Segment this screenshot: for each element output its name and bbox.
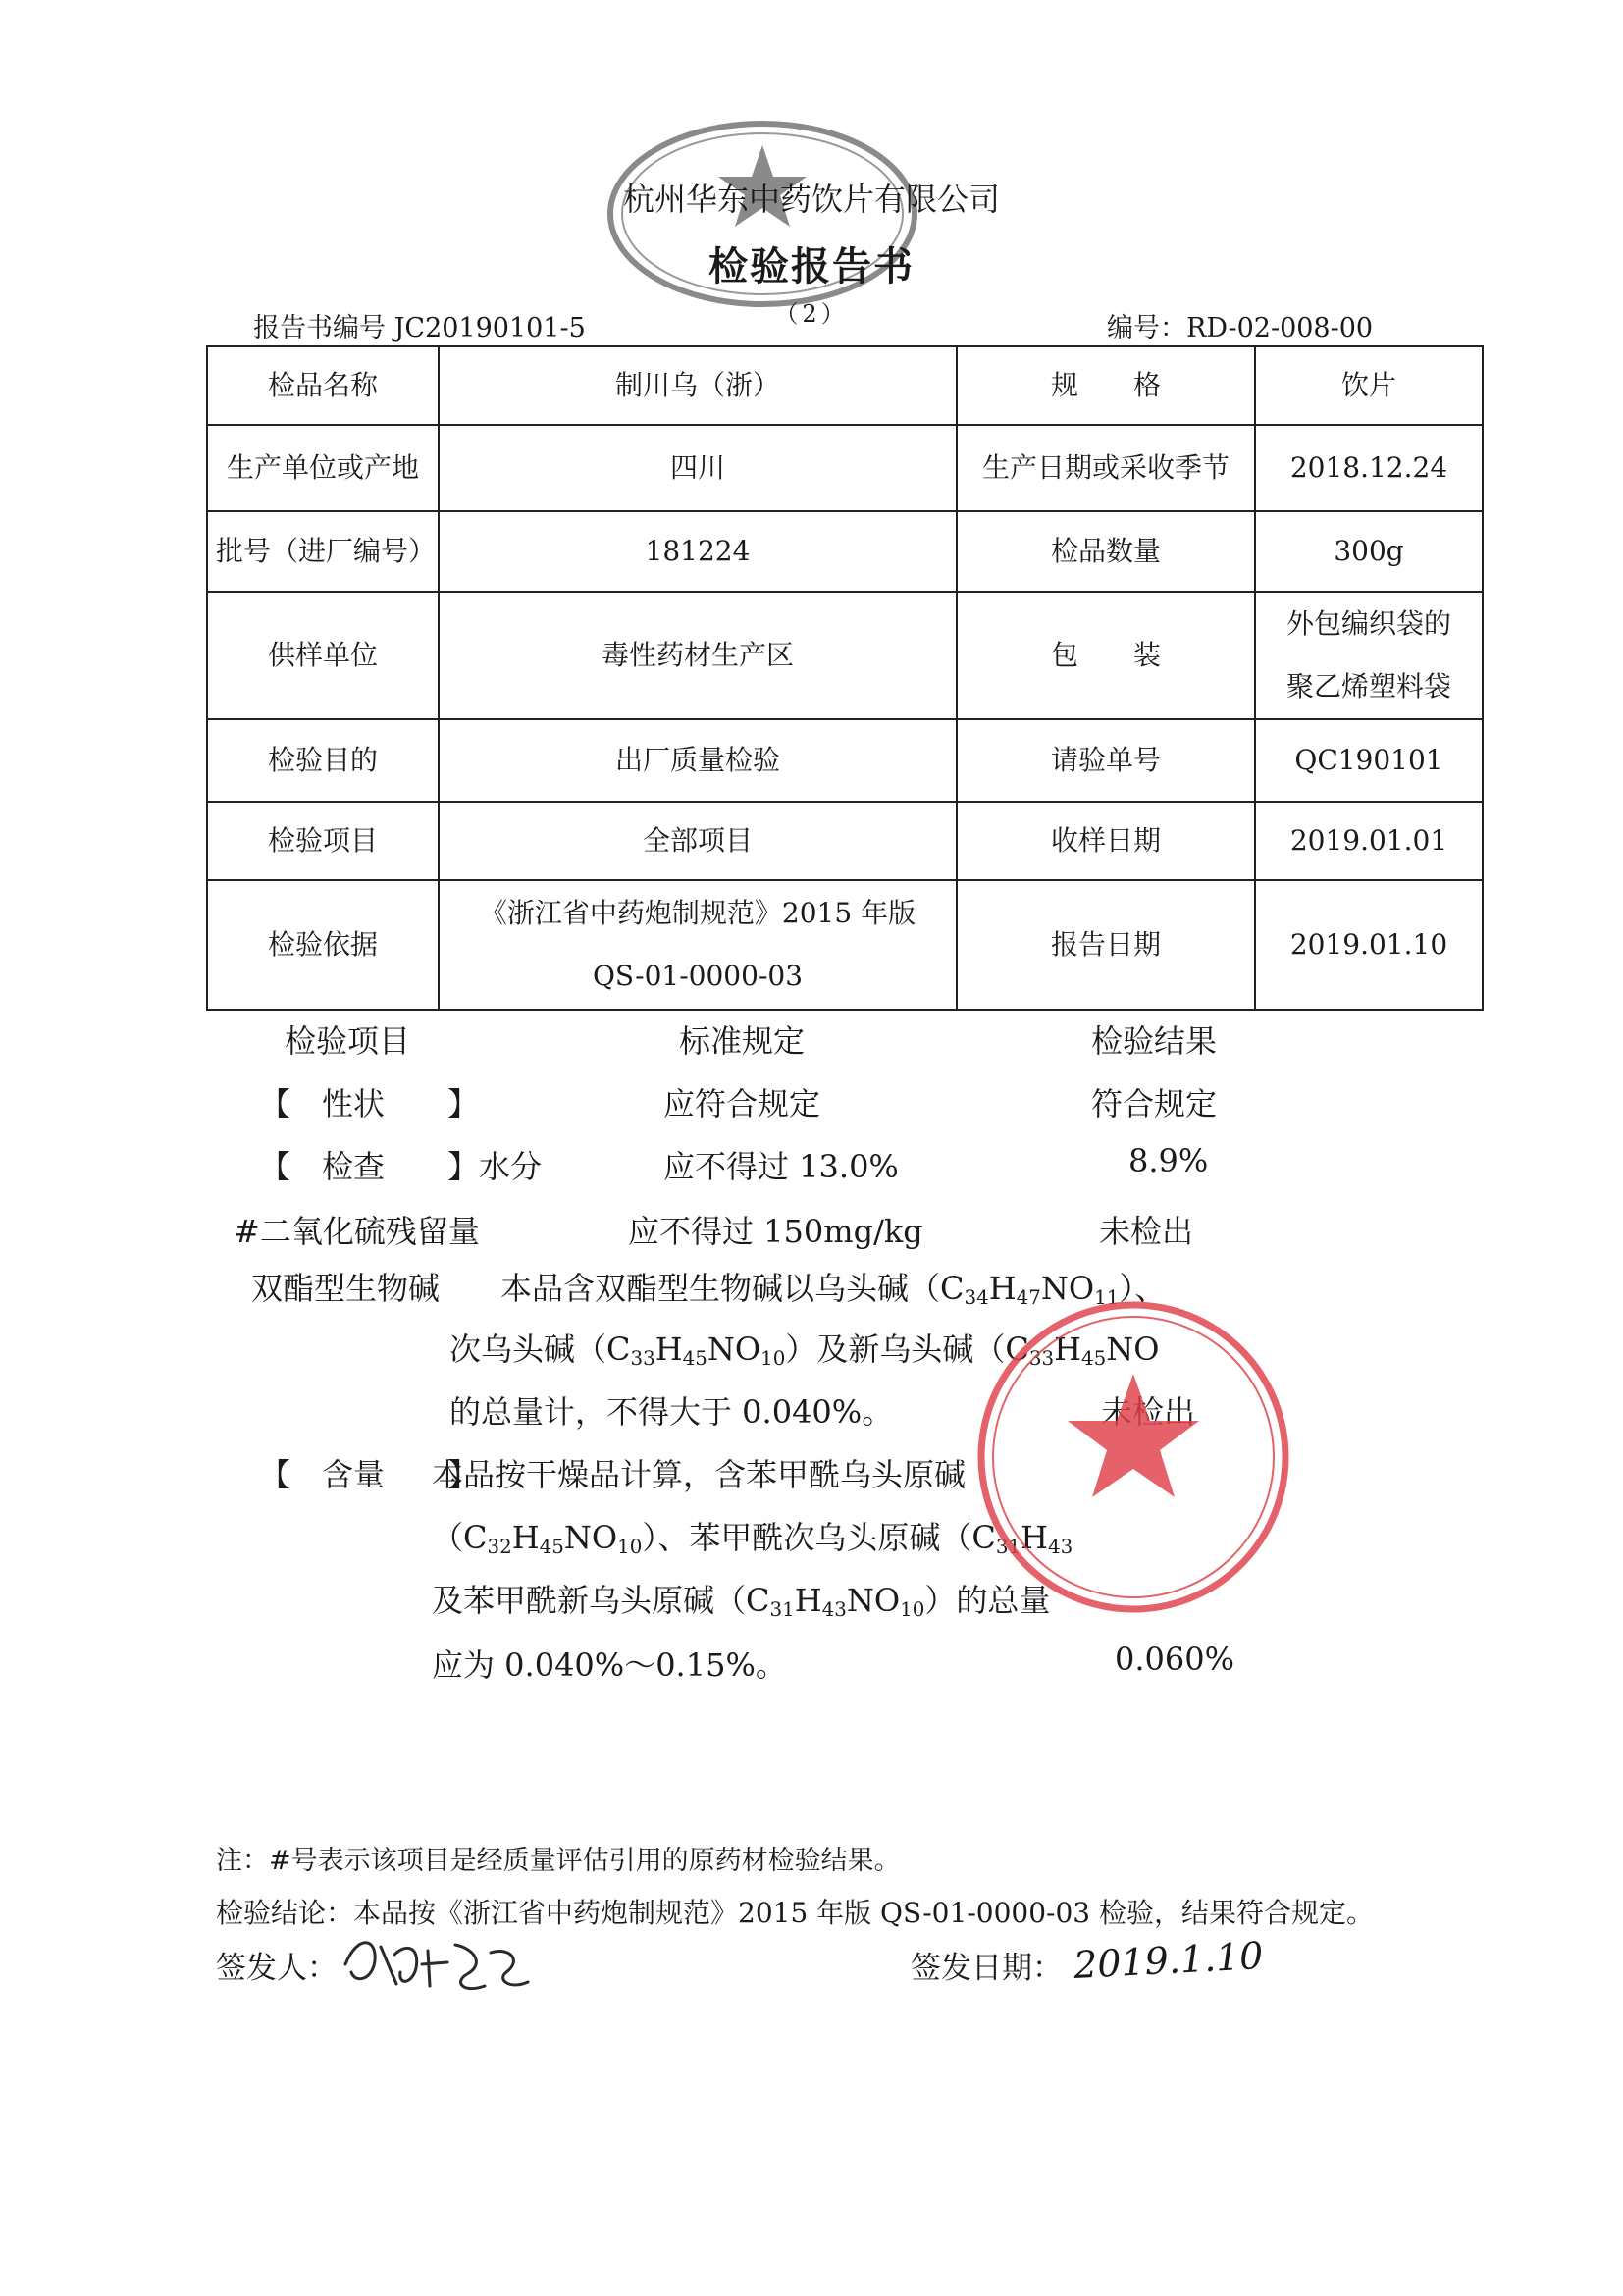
so2-label: #二氧化硫残留量 — [234, 1213, 480, 1250]
content-result: 0.060% — [1115, 1641, 1235, 1678]
package-line-1: 外包编织袋的 — [1285, 607, 1451, 640]
label-sample-name: 检品名称 — [207, 346, 439, 425]
value-test-items: 全部项目 — [439, 802, 957, 880]
label-origin: 生产单位或产地 — [207, 425, 439, 511]
moisture-standard: 应不得过 13.0% — [663, 1148, 899, 1185]
form-number: 编号：RD-02-008-00 — [1107, 313, 1374, 343]
label-received-date: 收样日期 — [957, 802, 1255, 880]
report-number: 报告书编号 JC20190101-5 — [253, 313, 586, 343]
label-supplier: 供样单位 — [207, 592, 439, 719]
issue-date-handwritten: 2019.1.10 — [1072, 1933, 1265, 1988]
so2-standard: 应不得过 150mg/kg — [628, 1213, 923, 1250]
value-report-date: 2019.01.10 — [1255, 880, 1483, 1010]
label-basis: 检验依据 — [207, 880, 439, 1010]
label-production-date: 生产日期或采收季节 — [957, 425, 1255, 511]
value-basis — [439, 880, 957, 1010]
content-line-4: 应为 0.040%～0.15%。 — [432, 1646, 787, 1684]
quality-management-seal — [971, 1295, 1295, 1619]
value-origin: 四川 — [439, 425, 957, 511]
value-batch: 181224 — [439, 511, 957, 592]
value-sample-name: 制川乌（浙） — [439, 346, 957, 425]
character-result: 符合规定 — [1091, 1085, 1218, 1122]
note: 注：#号表示该项目是经质量评估引用的原药材检验结果。 — [216, 1846, 901, 1876]
conclusion: 检验结论：本品按《浙江省中药炮制规范》2015 年版 QS-01-0000-03 检验，结果符合规定。 — [216, 1897, 1375, 1929]
diester-line-3: 的总量计，不得大于 0.040%。 — [449, 1393, 894, 1431]
value-supplier: 毒性药材生产区 — [439, 592, 957, 719]
basis-line-2: QS-01-0000-03 — [592, 960, 804, 992]
content-label: 【 含量 】 — [259, 1456, 480, 1493]
basis-line-1: 《浙江省中药炮制规范》2015 年版 — [479, 897, 916, 929]
issuer-signature — [338, 1925, 534, 2004]
label-batch: 批号（进厂编号） — [207, 511, 439, 592]
diester-line-1: 本品含双酯型生物碱以乌头碱$(C_{34}H_{47}NO_{11})$、 — [500, 1270, 1167, 1309]
label-test-items: 检验项目 — [207, 802, 439, 880]
diester-result: 未检出 — [1101, 1393, 1196, 1431]
label-request-number: 请验单号 — [957, 719, 1255, 802]
content-line-2: $(C_{32}H_{45}NO_{10})$、苯甲酰次乌头原碱（$C_{31}H_{43}$ — [432, 1519, 1073, 1558]
character-standard: 应符合规定 — [663, 1085, 821, 1122]
column-header-standard: 标准规定 — [679, 1022, 806, 1060]
label-quantity: 检品数量 — [957, 511, 1255, 592]
issue-date-label: 签发日期： — [911, 1951, 1063, 1986]
value-purpose: 出厂质量检验 — [439, 719, 957, 802]
value-package — [1255, 592, 1483, 719]
package-line-2: 聚乙烯塑料袋 — [1285, 670, 1451, 703]
so2-result: 未检出 — [1099, 1213, 1194, 1250]
diester-alkaloid-label: 双酯型生物碱 — [251, 1270, 441, 1307]
document-title: 检验报告书 — [708, 243, 915, 289]
value-quantity: 300g — [1255, 511, 1483, 592]
label-purpose: 检验目的 — [207, 719, 439, 802]
label-package: 包 装 — [957, 592, 1255, 719]
column-header-item: 检验项目 — [285, 1022, 411, 1060]
value-production-date: 2018.12.24 — [1255, 425, 1483, 511]
moisture-result: 8.9% — [1128, 1142, 1209, 1179]
sample-info-table — [206, 345, 1484, 1011]
column-header-result: 检验结果 — [1091, 1022, 1218, 1060]
label-report-date: 报告日期 — [957, 880, 1255, 1010]
issuer-label: 签发人： — [216, 1951, 338, 1986]
character-label: 【 性状 】 — [259, 1085, 480, 1122]
content-line-1: 本品按干燥品计算，含苯甲酰乌头原碱 — [432, 1456, 967, 1493]
diester-line-2: 次乌头碱$(C_{33}H_{45}NO_{10})$及新乌头碱（$C_{33}H_{45}NO$ — [449, 1331, 1160, 1370]
value-spec: 饮片 — [1255, 346, 1483, 425]
copy-number: （2） — [774, 300, 849, 328]
value-request-number: QC190101 — [1255, 719, 1483, 802]
company-name: 杭州华东中药饮片有限公司 — [622, 181, 1000, 218]
check-moisture-label: 【 检查 】水分 — [259, 1148, 543, 1185]
content-line-3: 及苯甲酰新乌头原碱$(C_{31}H_{43}NO_{10})$的总量 — [432, 1582, 1051, 1621]
label-spec: 规 格 — [957, 346, 1255, 425]
value-received-date: 2019.01.01 — [1255, 802, 1483, 880]
